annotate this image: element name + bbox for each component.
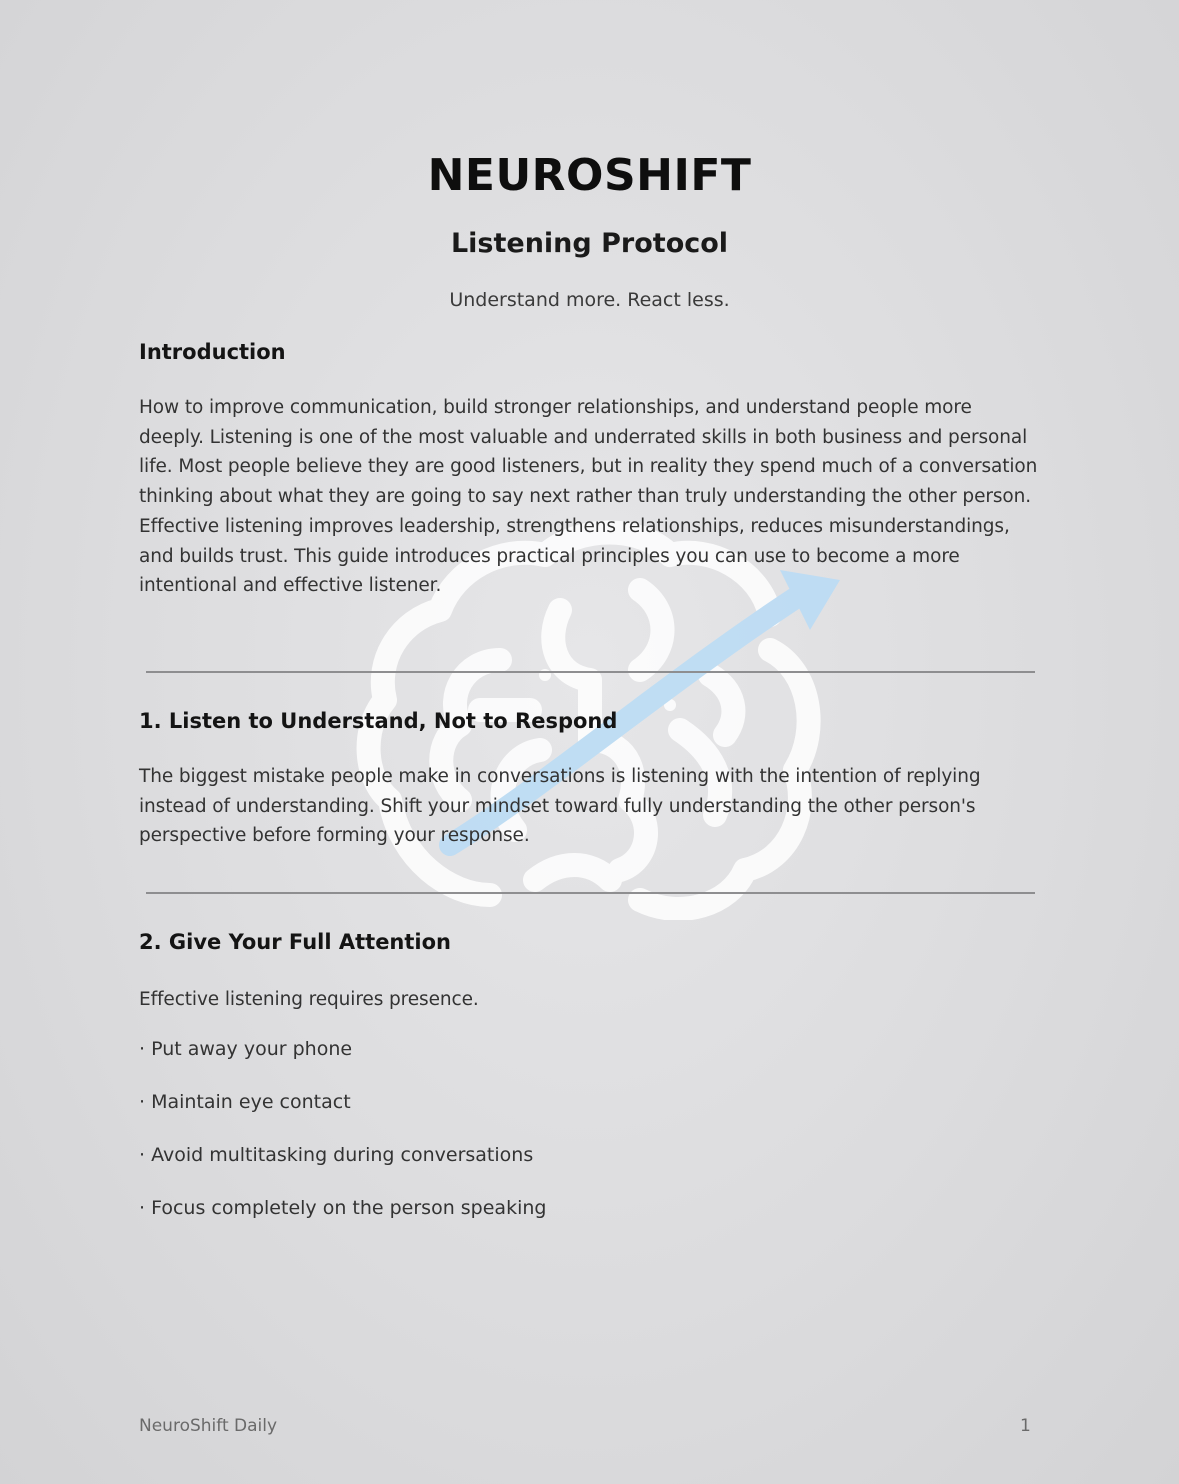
intro-body: How to improve communication, build stronger relationships, and understand people more deeply. Listening is one of the most valuable and underrated skills in both business and personal life. Most people believe they are good listeners, but in reality they spend much of a conversation thinking about what they are going to say next rather than truly understanding the other person. Effective listening improves leadership, strengthens relationships, reduces misunderstandings, and builds trust. This guide introduces practical principles you can use to become a more intentional and effective listener. (139, 397, 1038, 597)
section-1-heading: 1. Listen to Understand, Not to Respond (139, 709, 618, 733)
document-title: NEUROSHIFT (427, 150, 752, 201)
intro-heading: Introduction (139, 340, 286, 364)
page-number: 1 (1020, 1416, 1031, 1436)
section-2-body-wrap (139, 985, 1039, 1015)
document-tagline: Understand more. React less. (449, 289, 730, 311)
list-item: · Put away your phone (139, 1038, 353, 1060)
list-item: · Focus completely on the person speaking (139, 1197, 547, 1219)
section-1-body: The biggest mistake people make in conversations is listening with the intention of replying instead of understanding. Shift your mindset toward fully understanding the other person's perspective before forming your response. (139, 766, 981, 847)
list-item: · Maintain eye contact (139, 1091, 351, 1113)
footer-brand: NeuroShift Daily (139, 1416, 278, 1436)
section-2-heading: 2. Give Your Full Attention (139, 930, 451, 954)
section-1 (139, 709, 1039, 733)
section-2-body: Effective listening requires presence. (139, 989, 479, 1010)
section-divider (146, 892, 1035, 894)
intro-section (139, 340, 1039, 364)
document-subtitle: Listening Protocol (450, 228, 729, 259)
section-divider (146, 671, 1035, 673)
list-item: · Avoid multitasking during conversations (139, 1144, 534, 1166)
section-2 (139, 930, 1039, 954)
intro-body-wrap (139, 393, 1039, 601)
section-1-body-wrap (139, 762, 1039, 851)
